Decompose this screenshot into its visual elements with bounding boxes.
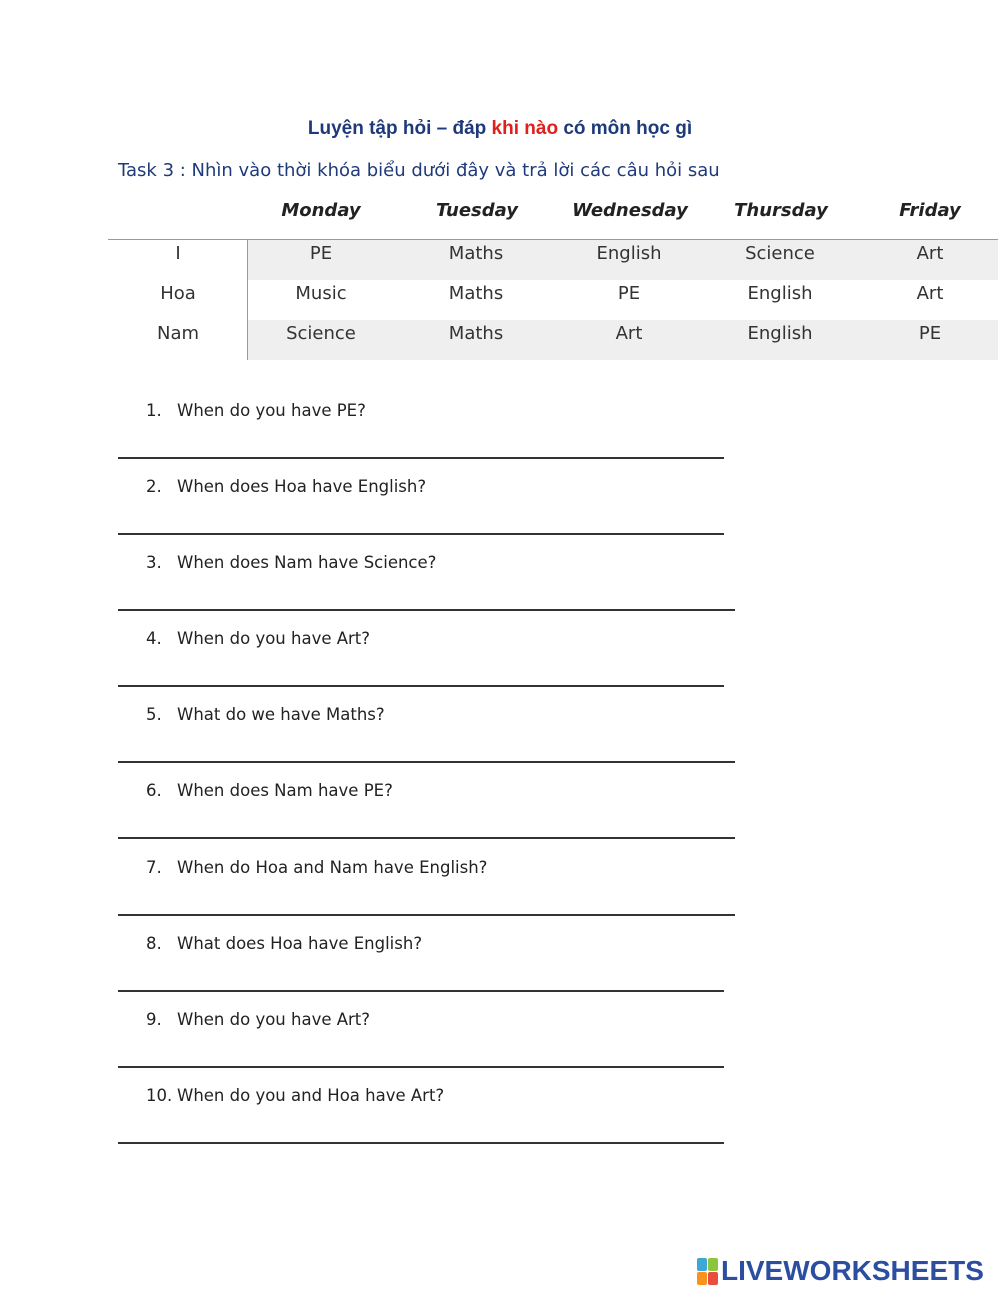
logo-text: LIVEWORKSHEETS <box>721 1255 984 1286</box>
answer-line[interactable] <box>118 837 735 839</box>
title-part-3: có môn học gì <box>558 118 693 139</box>
table-cell: PE <box>918 323 942 344</box>
table-cell: Maths <box>448 323 504 344</box>
question-number: 2. <box>146 477 162 496</box>
answer-line[interactable] <box>118 914 735 916</box>
question-number: 1. <box>146 401 162 420</box>
day-header-wednesday: Wednesday <box>572 200 688 221</box>
question-number: 10. <box>146 1086 173 1105</box>
question-item <box>146 1086 444 1105</box>
answer-line[interactable] <box>118 457 724 459</box>
day-header-monday: Monday <box>281 200 361 221</box>
question-item <box>146 553 436 572</box>
question-item <box>146 858 487 877</box>
row-name: I <box>175 243 181 264</box>
answer-line[interactable] <box>118 1142 724 1144</box>
question-number: 9. <box>146 1010 162 1029</box>
question-text: When do you have PE? <box>177 401 366 420</box>
table-cell: English <box>596 243 662 264</box>
question-text: What does Hoa have English? <box>177 934 423 953</box>
question-number: 6. <box>146 781 162 800</box>
table-cell: Science <box>745 243 815 264</box>
question-number: 3. <box>146 553 162 572</box>
row-name: Nam <box>156 323 200 344</box>
question-item <box>146 934 422 953</box>
table-cell: English <box>747 283 813 304</box>
table-cell: Music <box>295 283 347 304</box>
question-item <box>146 705 385 724</box>
row-name: Hoa <box>160 283 196 304</box>
question-text: When does Nam have PE? <box>177 781 393 800</box>
question-number: 8. <box>146 934 162 953</box>
question-number: 4. <box>146 629 162 648</box>
title-part-1: Luyện tập hỏi – đáp <box>307 118 492 139</box>
answer-line[interactable] <box>118 609 735 611</box>
table-cell: Maths <box>448 283 504 304</box>
question-text: When do you have Art? <box>177 1010 371 1029</box>
liveworksheets-logo-icon <box>697 1258 718 1285</box>
question-item <box>146 477 426 496</box>
day-header-thursday: Thursday <box>734 200 828 221</box>
question-text: When do Hoa and Nam have English? <box>177 858 488 877</box>
table-cell: PE <box>617 283 641 304</box>
table-cell: PE <box>309 243 333 264</box>
table-cell: Science <box>286 323 356 344</box>
answer-line[interactable] <box>118 1066 724 1068</box>
table-cell: Art <box>916 283 944 304</box>
question-text: What do we have Maths? <box>177 705 385 724</box>
answer-line[interactable] <box>118 761 735 763</box>
question-item <box>146 781 393 800</box>
title-highlight: khi nào <box>491 118 559 139</box>
liveworksheets-logo[interactable] <box>697 1255 984 1287</box>
question-text: When do you have Art? <box>177 629 371 648</box>
question-item <box>146 401 366 420</box>
question-item <box>146 629 370 648</box>
question-item <box>146 1010 370 1029</box>
answer-line[interactable] <box>118 533 724 535</box>
question-number: 7. <box>146 858 162 877</box>
question-number: 5. <box>146 705 162 724</box>
day-header-friday: Friday <box>899 200 961 221</box>
task-instruction: Task 3 : Nhìn vào thời khóa biểu dưới đây và trả lời các câu hỏi sau <box>118 160 720 181</box>
worksheet-title <box>0 118 1000 140</box>
answer-line[interactable] <box>118 990 724 992</box>
question-text: When does Nam have Science? <box>177 553 437 572</box>
question-text: When do you and Hoa have Art? <box>177 1086 445 1105</box>
table-cell: Maths <box>448 243 504 264</box>
table-cell: Art <box>615 323 643 344</box>
question-text: When does Hoa have English? <box>177 477 427 496</box>
answer-line[interactable] <box>118 685 724 687</box>
table-cell: Art <box>916 243 944 264</box>
table-header-divider <box>108 239 998 240</box>
day-header-tuesday: Tuesday <box>436 200 518 221</box>
table-cell: English <box>747 323 813 344</box>
